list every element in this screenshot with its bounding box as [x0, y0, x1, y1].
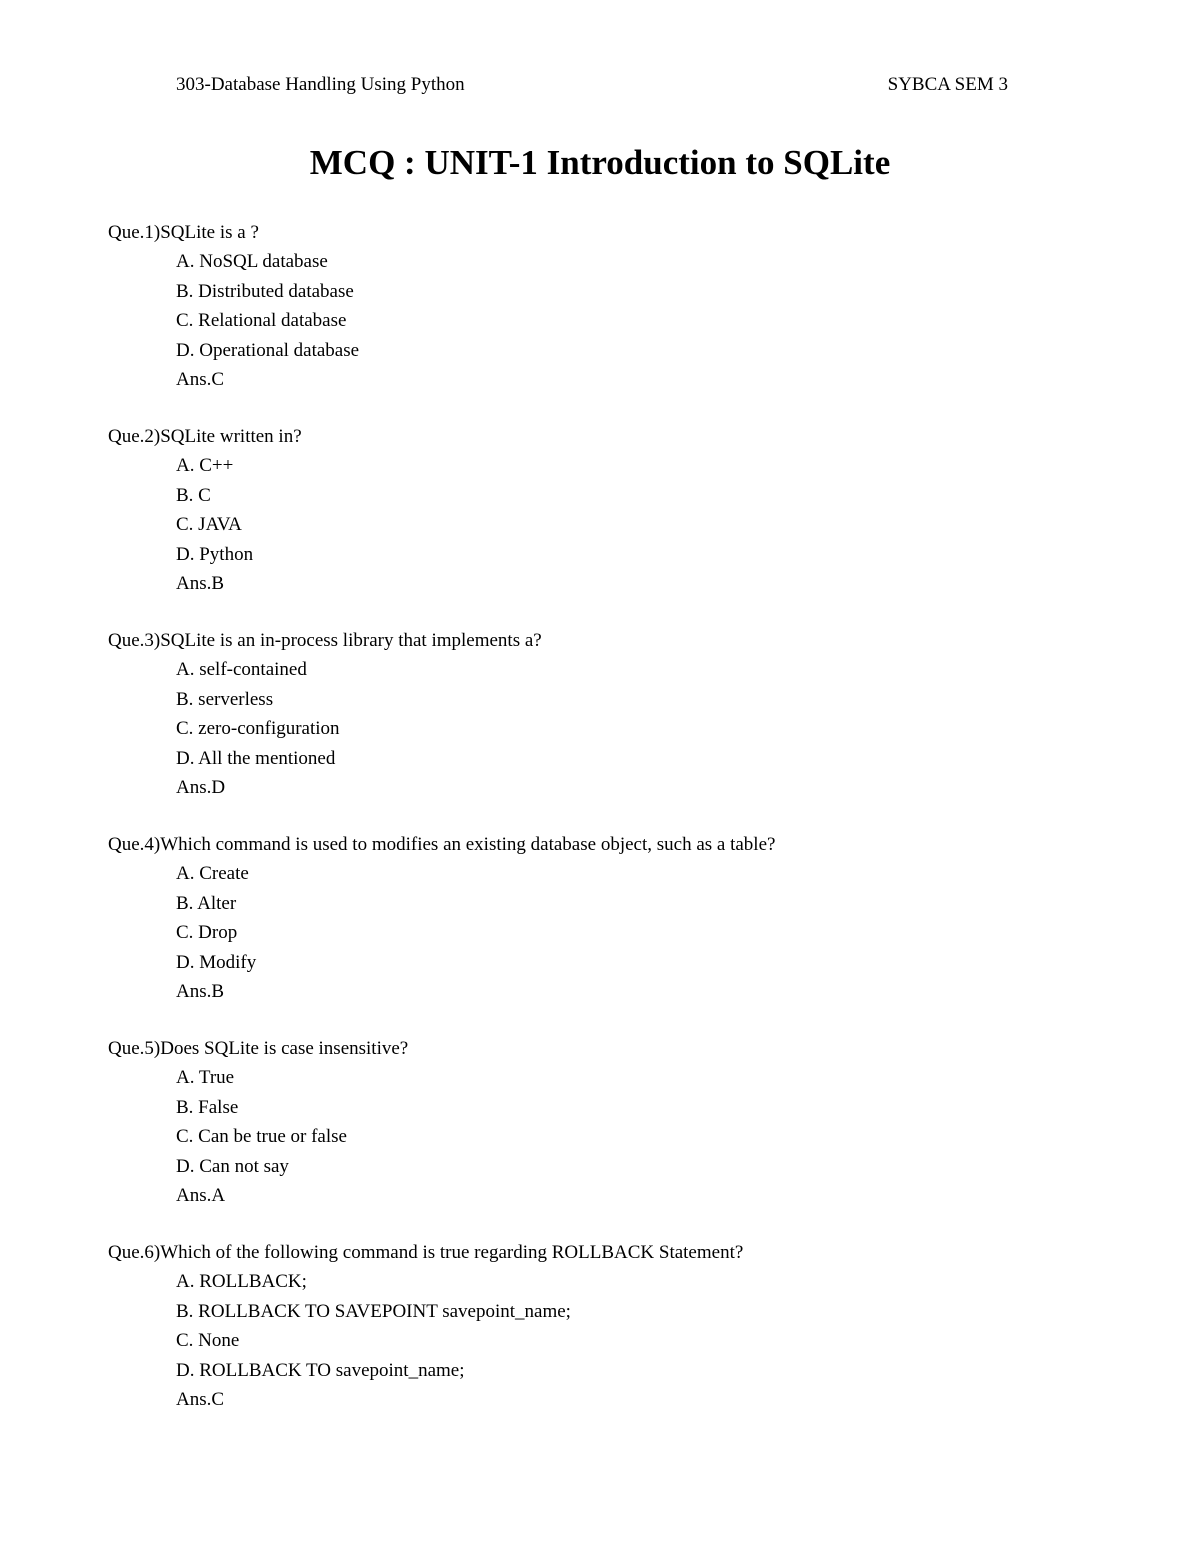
answer-line: Ans.C: [176, 1388, 225, 1410]
option-d: D. All the mentioned: [176, 747, 336, 769]
option-b: B. serverless: [176, 688, 274, 710]
option-a: A. True: [176, 1067, 235, 1089]
option-a: A. ROLLBACK;: [176, 1271, 307, 1293]
page-header: [176, 74, 1008, 100]
option-d: D. Python: [176, 543, 254, 565]
option-b: B. False: [176, 1096, 239, 1118]
option-b: B. Alter: [176, 892, 237, 914]
option-c: C. Can be true or false: [176, 1126, 347, 1148]
option-a: A. Create: [176, 863, 249, 885]
question-prompt: Que.1)SQLite is a ?: [108, 222, 259, 243]
question-item: [108, 1238, 1108, 1442]
answer-line: Ans.C: [176, 368, 225, 390]
option-a: A. NoSQL database: [176, 251, 328, 273]
semester-label: SYBCA SEM 3: [887, 74, 1008, 95]
option-b: B. ROLLBACK TO SAVEPOINT savepoint_name;: [176, 1300, 571, 1322]
question-prompt: Que.3)SQLite is an in-process library that implements a?: [108, 630, 542, 651]
option-c: C. Relational database: [176, 310, 347, 332]
answer-line: Ans.D: [176, 776, 226, 798]
option-a: A. C++: [176, 455, 234, 477]
question-prompt: Que.2)SQLite written in?: [108, 426, 302, 447]
question-prompt: Que.4)Which command is used to modifies an existing database object, such as a table?: [108, 834, 776, 855]
option-c: C. Drop: [176, 922, 238, 944]
question-item: [108, 218, 1108, 422]
option-c: C. JAVA: [176, 514, 242, 536]
option-c: C. zero-configuration: [176, 718, 340, 740]
answer-line: Ans.A: [176, 1184, 226, 1206]
question-item: [108, 1034, 1108, 1238]
answer-line: Ans.B: [176, 980, 225, 1002]
option-d: D. Can not say: [176, 1155, 289, 1177]
question-list: [108, 218, 1108, 1442]
question-item: [108, 626, 1108, 830]
question-prompt: Que.5)Does SQLite is case insensitive?: [108, 1038, 409, 1059]
question-item: [108, 422, 1108, 626]
option-b: B. Distributed database: [176, 280, 354, 302]
page-title: MCQ : UNIT-1 Introduction to SQLite: [309, 143, 891, 182]
option-b: B. C: [176, 484, 211, 506]
option-d: D. Modify: [176, 951, 257, 973]
option-d: D. Operational database: [176, 339, 360, 361]
course-title: 303-Database Handling Using Python: [176, 74, 465, 95]
question-item: [108, 830, 1108, 1034]
option-d: D. ROLLBACK TO savepoint_name;: [176, 1359, 465, 1381]
option-c: C. None: [176, 1330, 240, 1352]
question-prompt: Que.6)Which of the following command is true regarding ROLLBACK Statement?: [108, 1242, 744, 1263]
option-a: A. self-contained: [176, 659, 307, 681]
answer-line: Ans.B: [176, 572, 225, 594]
